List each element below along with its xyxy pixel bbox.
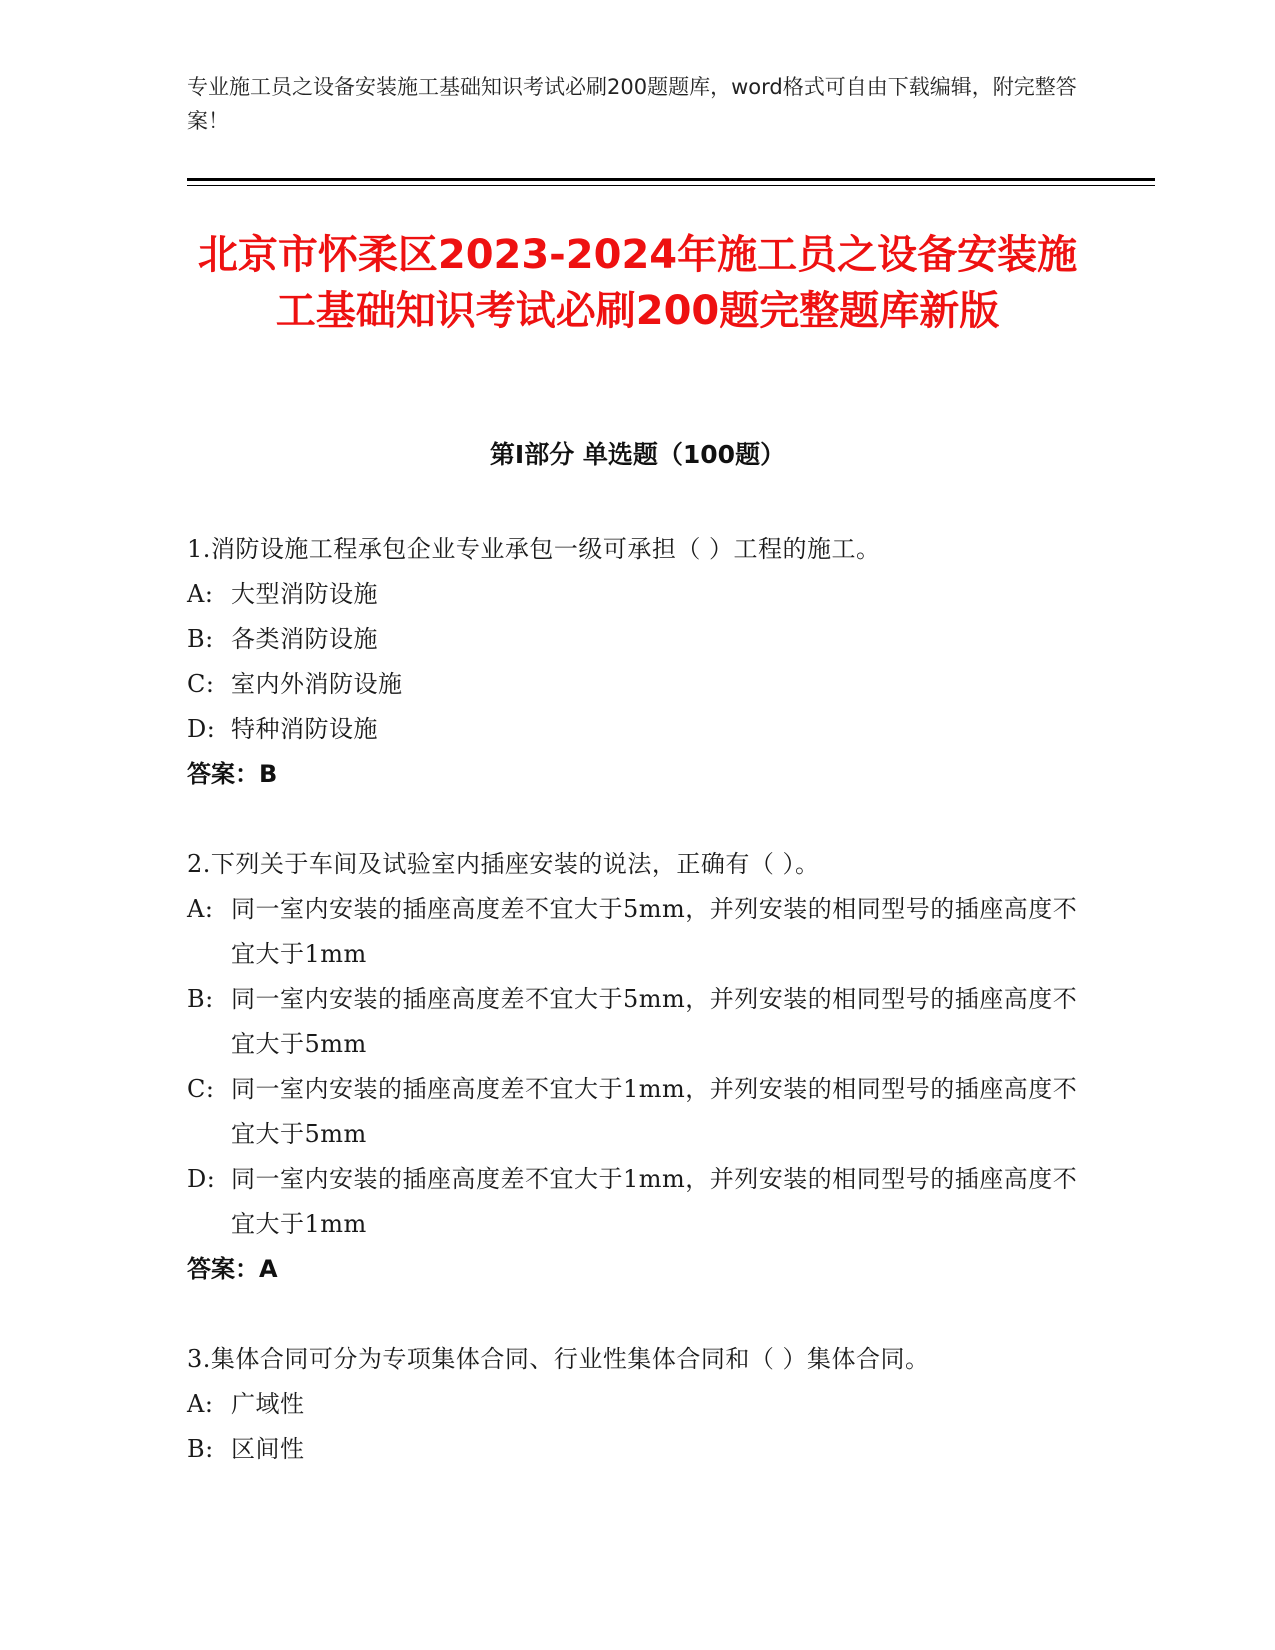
question-list <box>187 527 1087 1517</box>
option-text: 广域性 <box>231 1390 305 1418</box>
answer-line: 答案：B <box>187 760 278 788</box>
option-text: 大型消防设施 <box>231 580 378 608</box>
header-rule-thick <box>187 178 1155 181</box>
option-key: A: <box>187 580 214 608</box>
option-key: A: <box>187 1390 214 1418</box>
question-stem: 1.消防设施工程承包企业专业承包一级可承担（ ）工程的施工。 <box>187 535 881 563</box>
question-stem: 3.集体合同可分为专项集体合同、行业性集体合同和（ ）集体合同。 <box>187 1345 930 1373</box>
option-text: 区间性 <box>231 1435 305 1463</box>
option-text: 室内外消防设施 <box>231 670 403 698</box>
document-title: 北京市怀柔区2023-2024年施工员之设备安装施工基础知识考试必刷200题完整题库新版 <box>197 232 1078 334</box>
option-key: B: <box>187 985 214 1013</box>
header-note: 专业施工员之设备安装施工基础知识考试必刷200题题库，word格式可自由下载编辑，附完整答案！ <box>187 75 1077 133</box>
question-3 <box>187 1337 1087 1472</box>
option-d <box>187 707 1087 752</box>
option-text: 同一室内安装的插座高度差不宜大于1mm，并列安装的相同型号的插座高度不宜大于5mm <box>231 1075 1078 1148</box>
question-1 <box>187 527 1087 797</box>
option-text: 同一室内安装的插座高度差不宜大于1mm，并列安装的相同型号的插座高度不宜大于1mm <box>231 1165 1078 1238</box>
question-2 <box>187 842 1087 1292</box>
option-a <box>187 1382 1087 1427</box>
option-b <box>187 1427 1087 1472</box>
option-key: D: <box>187 1165 216 1193</box>
option-key: D: <box>187 715 216 743</box>
option-text: 特种消防设施 <box>231 715 378 743</box>
option-text: 各类消防设施 <box>231 625 378 653</box>
option-text: 同一室内安装的插座高度差不宜大于5mm，并列安装的相同型号的插座高度不宜大于1mm <box>231 895 1078 968</box>
option-key: C: <box>187 670 215 698</box>
option-key: C: <box>187 1075 215 1103</box>
option-b <box>187 977 1087 1067</box>
answer-line: 答案：A <box>187 1255 278 1283</box>
option-key: B: <box>187 1435 214 1463</box>
option-a <box>187 887 1087 977</box>
header-rule-thin <box>187 185 1155 186</box>
option-text: 同一室内安装的插座高度差不宜大于5mm，并列安装的相同型号的插座高度不宜大于5mm <box>231 985 1078 1058</box>
option-d <box>187 1157 1087 1247</box>
option-c <box>187 1067 1087 1157</box>
question-stem: 2.下列关于车间及试验室内插座安装的说法，正确有（ ）。 <box>187 850 820 878</box>
option-b <box>187 617 1087 662</box>
option-key: B: <box>187 625 214 653</box>
option-c <box>187 662 1087 707</box>
option-a <box>187 572 1087 617</box>
option-key: A: <box>187 895 214 923</box>
section-title: 第I部分 单选题（100题） <box>489 440 786 469</box>
